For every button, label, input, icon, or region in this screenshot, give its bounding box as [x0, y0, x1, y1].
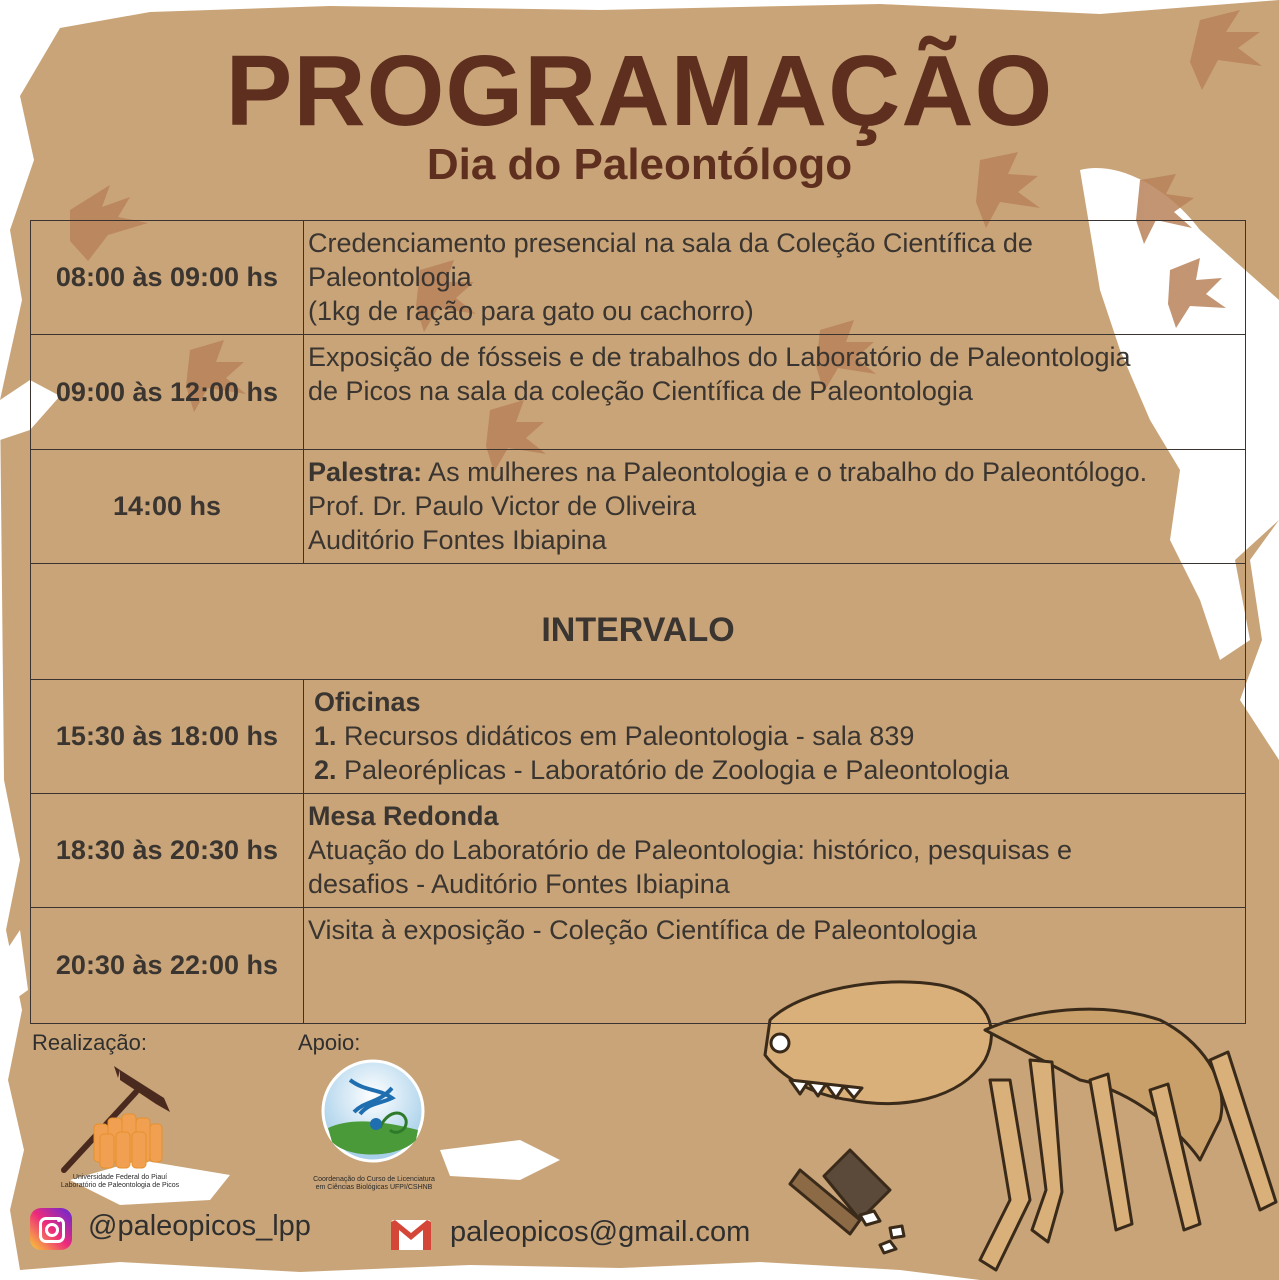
- biology-course-logo: [320, 1058, 426, 1164]
- palestra-label: Palestra:: [308, 457, 423, 487]
- caption-line: Coordenação do Curso de Licenciatura: [313, 1176, 435, 1183]
- table-row: [31, 564, 1246, 680]
- description-line: (1kg de ração para gato ou cachorro): [308, 296, 754, 326]
- caption-line: Universidade Federal do Piauí: [72, 1174, 168, 1181]
- section-heading: Oficinas: [314, 687, 421, 717]
- time-cell: 09:00 às 12:00 hs: [31, 335, 304, 450]
- item-number: 1.: [314, 721, 337, 751]
- time-cell: 15:30 às 18:00 hs: [31, 680, 304, 794]
- list-item: [314, 753, 1241, 787]
- table-row: [31, 335, 1246, 450]
- time-cell: 20:30 às 22:00 hs: [31, 908, 304, 1024]
- instagram-handle[interactable]: @paleopicos_lpp: [88, 1210, 311, 1242]
- palestra-title: As mulheres na Paleontologia e o trabalho do Paleontólogo.: [422, 457, 1148, 487]
- description-cell: [304, 335, 1246, 450]
- time-cell: 18:30 às 20:30 hs: [31, 794, 304, 908]
- description-line: [308, 455, 1241, 489]
- table-row: [31, 450, 1246, 564]
- table-row: [31, 908, 1246, 1024]
- section-heading: Mesa Redonda: [308, 801, 499, 831]
- description-cell: [304, 680, 1246, 794]
- description-line: Auditório Fontes Ibiapina: [308, 525, 607, 555]
- description-line: Visita à exposição - Coleção Científica de Paleontologia: [308, 915, 977, 945]
- lpp-logo-caption: [40, 1174, 200, 1190]
- list-item: [314, 719, 1241, 753]
- time-cell: 08:00 às 09:00 hs: [31, 221, 304, 335]
- email-address[interactable]: paleopicos@gmail.com: [450, 1216, 751, 1248]
- table-row: [31, 680, 1246, 794]
- description-cell: [304, 450, 1246, 564]
- description-line: Paleontologia: [308, 262, 472, 292]
- table-row: [31, 221, 1246, 335]
- item-text: Recursos didáticos em Paleontologia - sala 839: [336, 721, 915, 751]
- description-cell: [304, 908, 1246, 1024]
- page-subtitle: Dia do Paleontólogo: [426, 140, 853, 189]
- description-line: Credenciamento presencial na sala da Coleção Científica de: [308, 228, 1033, 258]
- item-text: Paleoréplicas - Laboratório de Zoologia e Paleontologia: [336, 755, 1009, 785]
- time-cell: 14:00 hs: [31, 450, 304, 564]
- table-row: [31, 794, 1246, 908]
- description-line: Prof. Dr. Paulo Victor de Oliveira: [308, 491, 697, 521]
- lpp-logo: [60, 1062, 190, 1174]
- biology-logo-caption: [296, 1176, 452, 1192]
- instagram-icon: [30, 1208, 72, 1250]
- description-line: Atuação do Laboratório de Paleontologia: histórico, pesquisas e: [308, 835, 1073, 865]
- apoio-label: Apoio:: [298, 1030, 361, 1055]
- description-cell: [304, 794, 1246, 908]
- gmail-icon: [390, 1218, 432, 1252]
- description-line: de Picos na sala da coleção Científica de Paleontologia: [308, 376, 973, 406]
- description-cell: [304, 221, 1246, 335]
- schedule-table: [30, 220, 1246, 1024]
- item-number: 2.: [314, 755, 337, 785]
- interval-cell: INTERVALO: [31, 564, 1246, 680]
- description-line: Exposição de fósseis e de trabalhos do Laboratório de Paleontologia: [308, 342, 1131, 372]
- caption-line: Laboratório de Paleontologia de Picos: [60, 1182, 180, 1189]
- realizacao-label: Realização:: [32, 1030, 147, 1055]
- description-line: desafios - Auditório Fontes Ibiapina: [308, 869, 730, 899]
- page-title: PROGRAMAÇÃO: [225, 35, 1054, 147]
- caption-line: em Ciências Biológicas UFPI/CSHNB: [315, 1184, 433, 1191]
